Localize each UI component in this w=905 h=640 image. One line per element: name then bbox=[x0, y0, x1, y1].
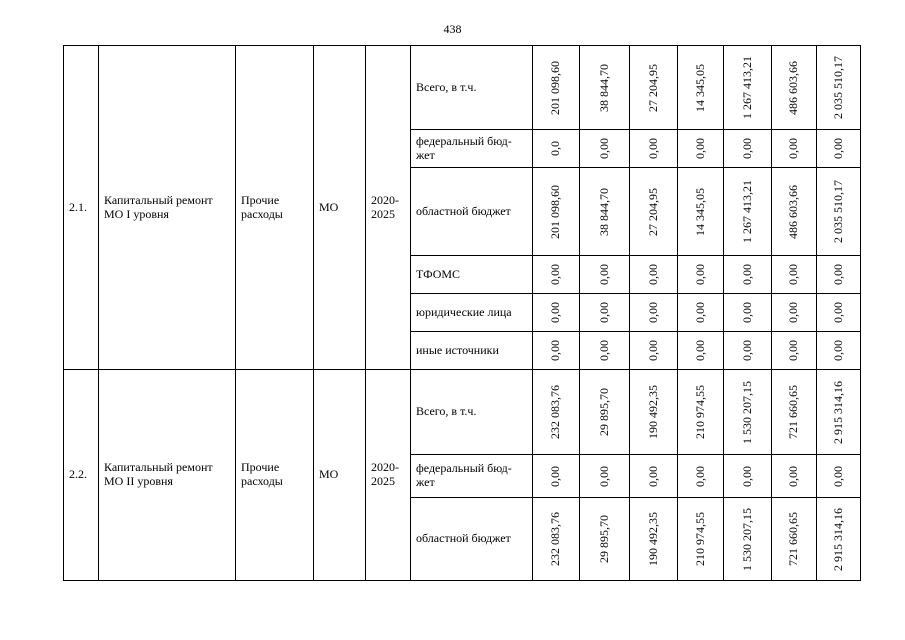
funding-source: федеральный бюд-жет bbox=[411, 130, 533, 168]
amount-cell bbox=[678, 332, 724, 370]
amount-value: 14 345,05 bbox=[692, 187, 707, 236]
amount-value: 1 267 413,21 bbox=[739, 56, 754, 119]
executor: МО bbox=[319, 467, 339, 482]
amount-value: 0,00 bbox=[786, 302, 801, 323]
amount-cell bbox=[772, 294, 817, 332]
amount-value: 0,00 bbox=[548, 465, 563, 487]
amount-value: 29 895,70 bbox=[596, 515, 611, 563]
amount-cell bbox=[580, 294, 630, 332]
section-code: 2.1. bbox=[69, 199, 87, 214]
amount-cell bbox=[630, 498, 678, 581]
amount-cell bbox=[533, 294, 580, 332]
amount-value: 29 895,70 bbox=[596, 388, 611, 436]
period-cell bbox=[366, 370, 411, 581]
amount-value: 0,00 bbox=[830, 138, 845, 159]
amount-cell bbox=[817, 498, 861, 581]
amount-cell bbox=[533, 332, 580, 370]
amount-cell bbox=[772, 332, 817, 370]
amount-value: 721 660,65 bbox=[786, 512, 801, 566]
amount-value: 486 603,66 bbox=[786, 184, 801, 239]
expense-type: Прочие расходы bbox=[241, 460, 283, 488]
period: 2020-2025 bbox=[371, 460, 399, 488]
amount-cell bbox=[533, 130, 580, 168]
amount-value: 0,00 bbox=[596, 340, 611, 361]
amount-value: 486 603,66 bbox=[786, 60, 801, 115]
section-name-cell bbox=[99, 370, 236, 581]
amount-cell bbox=[678, 168, 724, 256]
amount-value: 0,00 bbox=[692, 264, 707, 285]
amount-cell bbox=[630, 168, 678, 256]
amount-cell bbox=[580, 256, 630, 294]
amount-cell bbox=[630, 370, 678, 455]
executor-cell bbox=[314, 46, 366, 370]
amount-cell bbox=[533, 256, 580, 294]
amount-value: 1 267 413,21 bbox=[739, 180, 754, 243]
amount-cell bbox=[724, 294, 772, 332]
amount-value: 0,00 bbox=[739, 302, 754, 323]
amount-value: 0,00 bbox=[645, 302, 660, 323]
amount-value: 201 098,60 bbox=[548, 184, 563, 239]
amount-cell bbox=[630, 256, 678, 294]
amount-cell bbox=[724, 455, 772, 498]
amount-cell bbox=[772, 498, 817, 581]
amount-value: 210 974,55 bbox=[692, 512, 707, 566]
amount-cell bbox=[678, 455, 724, 498]
amount-cell bbox=[630, 46, 678, 130]
amount-value: 0,00 bbox=[830, 264, 845, 285]
amount-value: 2 035 510,17 bbox=[830, 180, 845, 243]
amount-cell bbox=[533, 46, 580, 130]
amount-value: 0,00 bbox=[645, 340, 660, 361]
amount-value: 0,00 bbox=[830, 302, 845, 323]
amount-value: 0,00 bbox=[645, 465, 660, 487]
amount-value: 0,00 bbox=[786, 340, 801, 361]
amount-cell bbox=[724, 46, 772, 130]
amount-cell bbox=[630, 332, 678, 370]
funding-source: иные источники bbox=[411, 332, 533, 370]
amount-value: 0,00 bbox=[692, 138, 707, 159]
amount-value: 0,00 bbox=[548, 340, 563, 361]
executor: МО bbox=[319, 199, 339, 214]
amount-cell bbox=[678, 46, 724, 130]
funding-source: Всего, в т.ч. bbox=[411, 46, 533, 130]
amount-cell bbox=[678, 130, 724, 168]
amount-cell bbox=[817, 332, 861, 370]
amount-cell bbox=[724, 498, 772, 581]
amount-value: 0,00 bbox=[645, 264, 660, 285]
amount-cell bbox=[772, 46, 817, 130]
amount-value: 0,00 bbox=[692, 465, 707, 487]
amount-value: 0,00 bbox=[692, 302, 707, 323]
amount-cell bbox=[533, 498, 580, 581]
amount-cell bbox=[817, 46, 861, 130]
amount-value: 27 204,95 bbox=[645, 63, 660, 112]
section-name-cell bbox=[99, 46, 236, 370]
funding-source: областной бюджет bbox=[411, 498, 533, 581]
amount-value: 0,00 bbox=[596, 465, 611, 487]
amount-value: 0,00 bbox=[786, 465, 801, 487]
amount-value: 0,00 bbox=[830, 340, 845, 361]
expense-type: Прочие расходы bbox=[241, 192, 283, 221]
funding-source: Всего, в т.ч. bbox=[411, 370, 533, 455]
amount-cell bbox=[533, 168, 580, 256]
amount-cell bbox=[817, 455, 861, 498]
amount-value: 2 915 314,16 bbox=[830, 380, 845, 444]
amount-cell bbox=[580, 455, 630, 498]
expense-type-cell bbox=[236, 370, 314, 581]
section-code: 2.2. bbox=[69, 467, 87, 482]
amount-value: 0,00 bbox=[692, 340, 707, 361]
amount-cell bbox=[630, 130, 678, 168]
amount-cell bbox=[817, 168, 861, 256]
amount-value: 38 844,70 bbox=[596, 63, 611, 112]
section-name: Капитальный ремонт МО II уровня bbox=[104, 460, 213, 488]
amount-cell bbox=[724, 130, 772, 168]
amount-value: 2 915 314,16 bbox=[830, 507, 845, 571]
amount-value: 232 083,76 bbox=[548, 385, 563, 439]
amount-cell bbox=[772, 130, 817, 168]
expense-type-cell bbox=[236, 46, 314, 370]
amount-value: 232 083,76 bbox=[548, 512, 563, 566]
amount-cell bbox=[580, 332, 630, 370]
amount-value: 27 204,95 bbox=[645, 187, 660, 236]
amount-cell bbox=[580, 498, 630, 581]
amount-cell bbox=[580, 168, 630, 256]
amount-value: 0,00 bbox=[739, 138, 754, 159]
amount-value: 38 844,70 bbox=[596, 187, 611, 236]
amount-cell bbox=[630, 294, 678, 332]
amount-value: 201 098,60 bbox=[548, 60, 563, 115]
amount-value: 1 530 207,15 bbox=[739, 380, 754, 444]
amount-cell bbox=[580, 130, 630, 168]
amount-value: 0,00 bbox=[830, 465, 845, 487]
amount-cell bbox=[580, 46, 630, 130]
amount-value: 0,00 bbox=[548, 264, 563, 285]
period-cell bbox=[366, 46, 411, 370]
amount-cell bbox=[817, 130, 861, 168]
amount-cell bbox=[772, 256, 817, 294]
page-number: 438 bbox=[443, 22, 462, 36]
section-code-cell bbox=[64, 370, 99, 581]
amount-value: 0,00 bbox=[645, 138, 660, 159]
amount-value: 0,00 bbox=[786, 264, 801, 285]
amount-cell bbox=[817, 370, 861, 455]
amount-value: 0,00 bbox=[596, 138, 611, 159]
amount-cell bbox=[724, 370, 772, 455]
amount-value: 721 660,65 bbox=[786, 385, 801, 439]
amount-value: 0,00 bbox=[739, 264, 754, 285]
amount-value: 2 035 510,17 bbox=[830, 56, 845, 119]
amount-cell bbox=[724, 332, 772, 370]
table-row bbox=[64, 46, 861, 130]
amount-value: 0,00 bbox=[596, 302, 611, 323]
amount-cell bbox=[724, 256, 772, 294]
section-code-cell bbox=[64, 46, 99, 370]
amount-cell bbox=[533, 455, 580, 498]
amount-cell bbox=[580, 370, 630, 455]
amount-cell bbox=[724, 168, 772, 256]
amount-value: 1 530 207,15 bbox=[739, 507, 754, 571]
table-row bbox=[64, 370, 861, 455]
period: 2020-2025 bbox=[371, 192, 399, 221]
amount-value: 0,00 bbox=[548, 302, 563, 323]
amount-value: 0,00 bbox=[596, 264, 611, 285]
amount-cell bbox=[772, 455, 817, 498]
amount-value: 0,00 bbox=[786, 138, 801, 159]
budget-table bbox=[63, 45, 861, 581]
amount-value: 0,00 bbox=[739, 340, 754, 361]
amount-value: 0,0 bbox=[548, 141, 563, 156]
amount-cell bbox=[678, 256, 724, 294]
funding-source: федеральный бюд-жет bbox=[411, 455, 533, 498]
amount-cell bbox=[678, 370, 724, 455]
amount-cell bbox=[772, 370, 817, 455]
section-name: Капитальный ремонт МО I уровня bbox=[104, 192, 213, 221]
amount-value: 14 345,05 bbox=[692, 63, 707, 112]
funding-source: областной бюджет bbox=[411, 168, 533, 256]
executor-cell bbox=[314, 370, 366, 581]
funding-source: ТФОМС bbox=[411, 256, 533, 294]
amount-cell bbox=[817, 256, 861, 294]
amount-cell bbox=[533, 370, 580, 455]
amount-cell bbox=[772, 168, 817, 256]
amount-cell bbox=[678, 294, 724, 332]
amount-value: 0,00 bbox=[739, 465, 754, 487]
amount-value: 210 974,55 bbox=[692, 385, 707, 439]
amount-cell bbox=[630, 455, 678, 498]
amount-value: 190 492,35 bbox=[645, 512, 660, 566]
amount-cell bbox=[678, 498, 724, 581]
amount-cell bbox=[817, 294, 861, 332]
amount-value: 190 492,35 bbox=[645, 385, 660, 439]
funding-source: юридические лица bbox=[411, 294, 533, 332]
